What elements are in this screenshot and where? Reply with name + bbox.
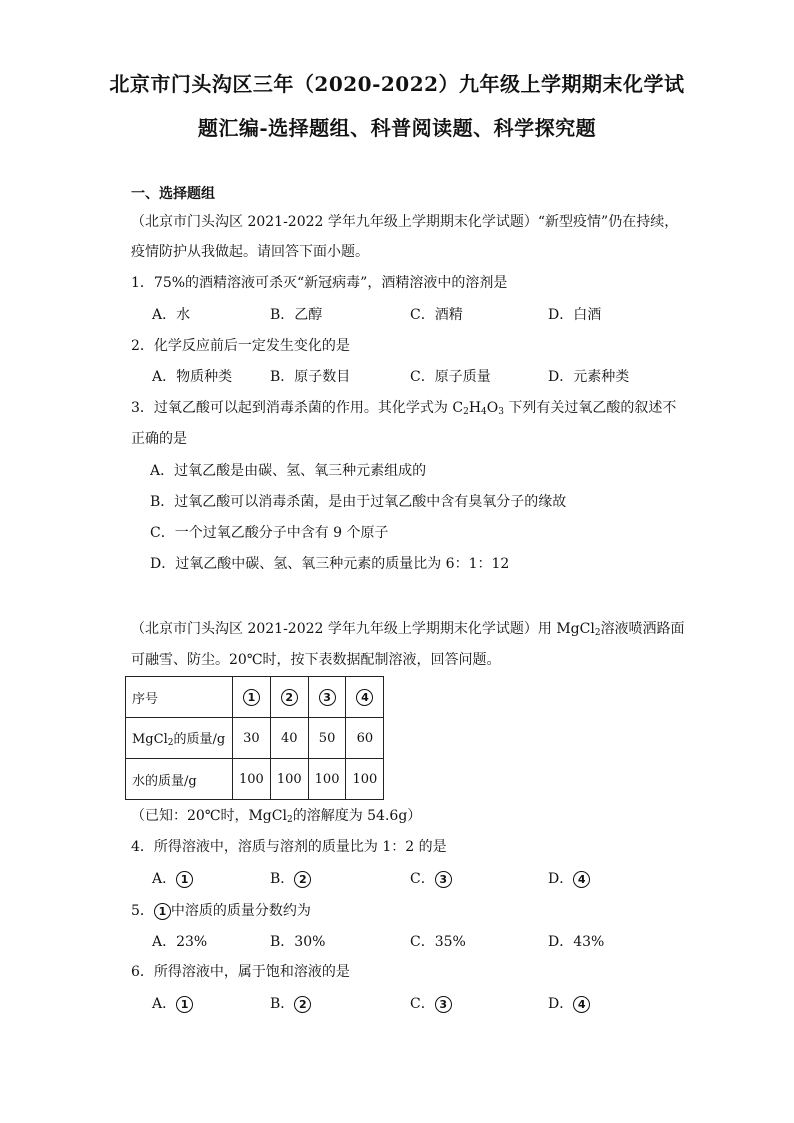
question-4-stem: 4．所得溶液中，溶质与溶剂的质量比为 1：2 的是: [131, 839, 447, 855]
option-letter: D．: [548, 871, 574, 887]
table-header-label: 序号: [126, 677, 233, 718]
option-letter: A．: [152, 996, 177, 1012]
note-a: （已知：20℃时，MgCl: [131, 808, 287, 824]
q4-option-b: [270, 869, 311, 889]
option-letter: B．: [270, 996, 295, 1012]
q5-option-a: A．23%: [152, 934, 208, 950]
intro2-text-b: 溶液喷洒路面: [600, 621, 685, 637]
question-3-stem: [131, 398, 676, 422]
circled-number: 1: [176, 871, 193, 888]
table-note: [131, 806, 421, 830]
circled-number: 3: [435, 871, 452, 888]
table-header-row: [126, 677, 384, 718]
table-header-cell: [233, 677, 271, 718]
q1-option-b: B．乙醇: [270, 307, 323, 323]
q5-number: 5．: [131, 903, 154, 919]
question-5-stem: [131, 901, 311, 921]
q3-option-b: B．过氧乙酸可以消毒杀菌，是由于过氧乙酸中含有臭氧分子的缘故: [150, 494, 567, 510]
intro2-line1: [131, 619, 685, 643]
note-b: 的溶解度为 54.6g）: [292, 808, 422, 824]
note-sub: 2: [286, 815, 293, 825]
q3-formula-sub2: 4: [481, 407, 487, 417]
table-cell: 100: [233, 759, 271, 800]
document-title-line1: 北京市门头沟区三年（2020-2022）九年级上学期期末化学试: [109, 72, 685, 96]
circled-number: 2: [294, 996, 311, 1013]
question-6-stem: 6．所得溶液中，属于饱和溶液的是: [131, 964, 350, 980]
intro2-text-a: （北京市门头沟区 2021-2022 学年九年级上学期期末化学试题）用 MgCl: [131, 621, 595, 637]
data-table: [125, 676, 384, 800]
table-row: [126, 718, 384, 759]
q4-option-d: [548, 869, 590, 889]
intro1-line1: （北京市门头沟区 2021-2022 学年九年级上学期期末化学试题）“新型疫情”仍在持续，: [131, 214, 679, 230]
q3-formula-sub1: 2: [463, 407, 469, 417]
circled-number: 4: [356, 689, 373, 706]
row1-label-b: 的质量/g: [173, 732, 226, 747]
q6-option-d: [548, 994, 590, 1014]
q3-formula-sub3: 3: [498, 407, 504, 417]
circled-number: 1: [243, 689, 260, 706]
table-cell: 40: [270, 718, 308, 759]
q2-option-b: B．原子数目: [270, 369, 351, 385]
table-header-cell: [308, 677, 346, 718]
table-header-cell: [270, 677, 308, 718]
q3-formula-o: O: [486, 400, 499, 416]
q1-option-d: D．白酒: [548, 307, 602, 323]
circled-number: 3: [319, 689, 336, 706]
q6-option-b: [270, 994, 311, 1014]
q5-option-c: C．35%: [410, 934, 466, 950]
row1-label-sub: 2: [167, 738, 174, 748]
table-cell: 100: [346, 759, 384, 800]
q3-option-c: C．一个过氧乙酸分子中含有 9 个原子: [150, 525, 389, 541]
question-2-stem: 2．化学反应前后一定发生变化的是: [131, 338, 350, 354]
table-cell: 100: [270, 759, 308, 800]
question-1-stem: 1．75%的酒精溶液可杀灭“新冠病毒”，酒精溶液中的溶剂是: [131, 275, 508, 291]
option-letter: A．: [152, 871, 177, 887]
intro1-line2: 疫情防护从我做起。请回答下面小题。: [131, 244, 369, 260]
option-letter: D．: [548, 996, 574, 1012]
circled-number: 4: [573, 996, 590, 1013]
q2-option-d: D．元素种类: [548, 369, 630, 385]
q5-option-b: B．30%: [270, 934, 326, 950]
circled-number: 1: [154, 903, 171, 920]
q1-option-a: A．水: [152, 307, 191, 323]
q1-option-c: C．酒精: [410, 307, 463, 323]
q5-stem-text: 中溶质的质量分数约为: [170, 903, 311, 919]
circled-number: 2: [294, 871, 311, 888]
table-row-label: [126, 718, 233, 759]
document-title-line2: 题汇编-选择题组、科普阅读题、科学探究题: [197, 116, 597, 140]
table-row-label: 水的质量/g: [126, 759, 233, 800]
q6-option-c: [410, 994, 452, 1014]
table-cell: 100: [308, 759, 346, 800]
question-3-stem-line2: 正确的是: [131, 431, 187, 447]
option-letter: C．: [410, 871, 435, 887]
q3-formula-h: H: [468, 400, 482, 416]
option-letter: C．: [410, 996, 435, 1012]
section-heading: 一、选择题组: [131, 186, 215, 202]
circled-number: 2: [281, 689, 298, 706]
row1-label-a: MgCl: [132, 732, 168, 747]
q3-option-a: A．过氧乙酸是由碳、氢、氧三种元素组成的: [150, 463, 427, 479]
circled-number: 3: [435, 996, 452, 1013]
table-header-cell: [346, 677, 384, 718]
circled-number: 4: [573, 871, 590, 888]
q3-option-d: D．过氧乙酸中碳、氢、氧三种元素的质量比为 6：1：12: [150, 556, 510, 572]
circled-number: 1: [176, 996, 193, 1013]
option-letter: B．: [270, 871, 295, 887]
q6-option-a: [152, 994, 193, 1014]
table-cell: 50: [308, 718, 346, 759]
q3-stem-b: 下列有关过氧乙酸的叙述不: [503, 400, 677, 416]
table-cell: 30: [233, 718, 271, 759]
q3-stem-a: 3．过氧乙酸可以起到消毒杀菌的作用。其化学式为 C: [131, 400, 464, 416]
q4-option-c: [410, 869, 452, 889]
table-cell: 60: [346, 718, 384, 759]
intro2-sub: 2: [594, 628, 601, 638]
q5-option-d: D．43%: [548, 934, 605, 950]
intro2-line2: 可融雪、防尘。20℃时，按下表数据配制溶液，回答问题。: [131, 652, 501, 668]
table-row: [126, 759, 384, 800]
q2-option-c: C．原子质量: [410, 369, 491, 385]
q4-option-a: [152, 869, 193, 889]
q2-option-a: A．物质种类: [152, 369, 233, 385]
